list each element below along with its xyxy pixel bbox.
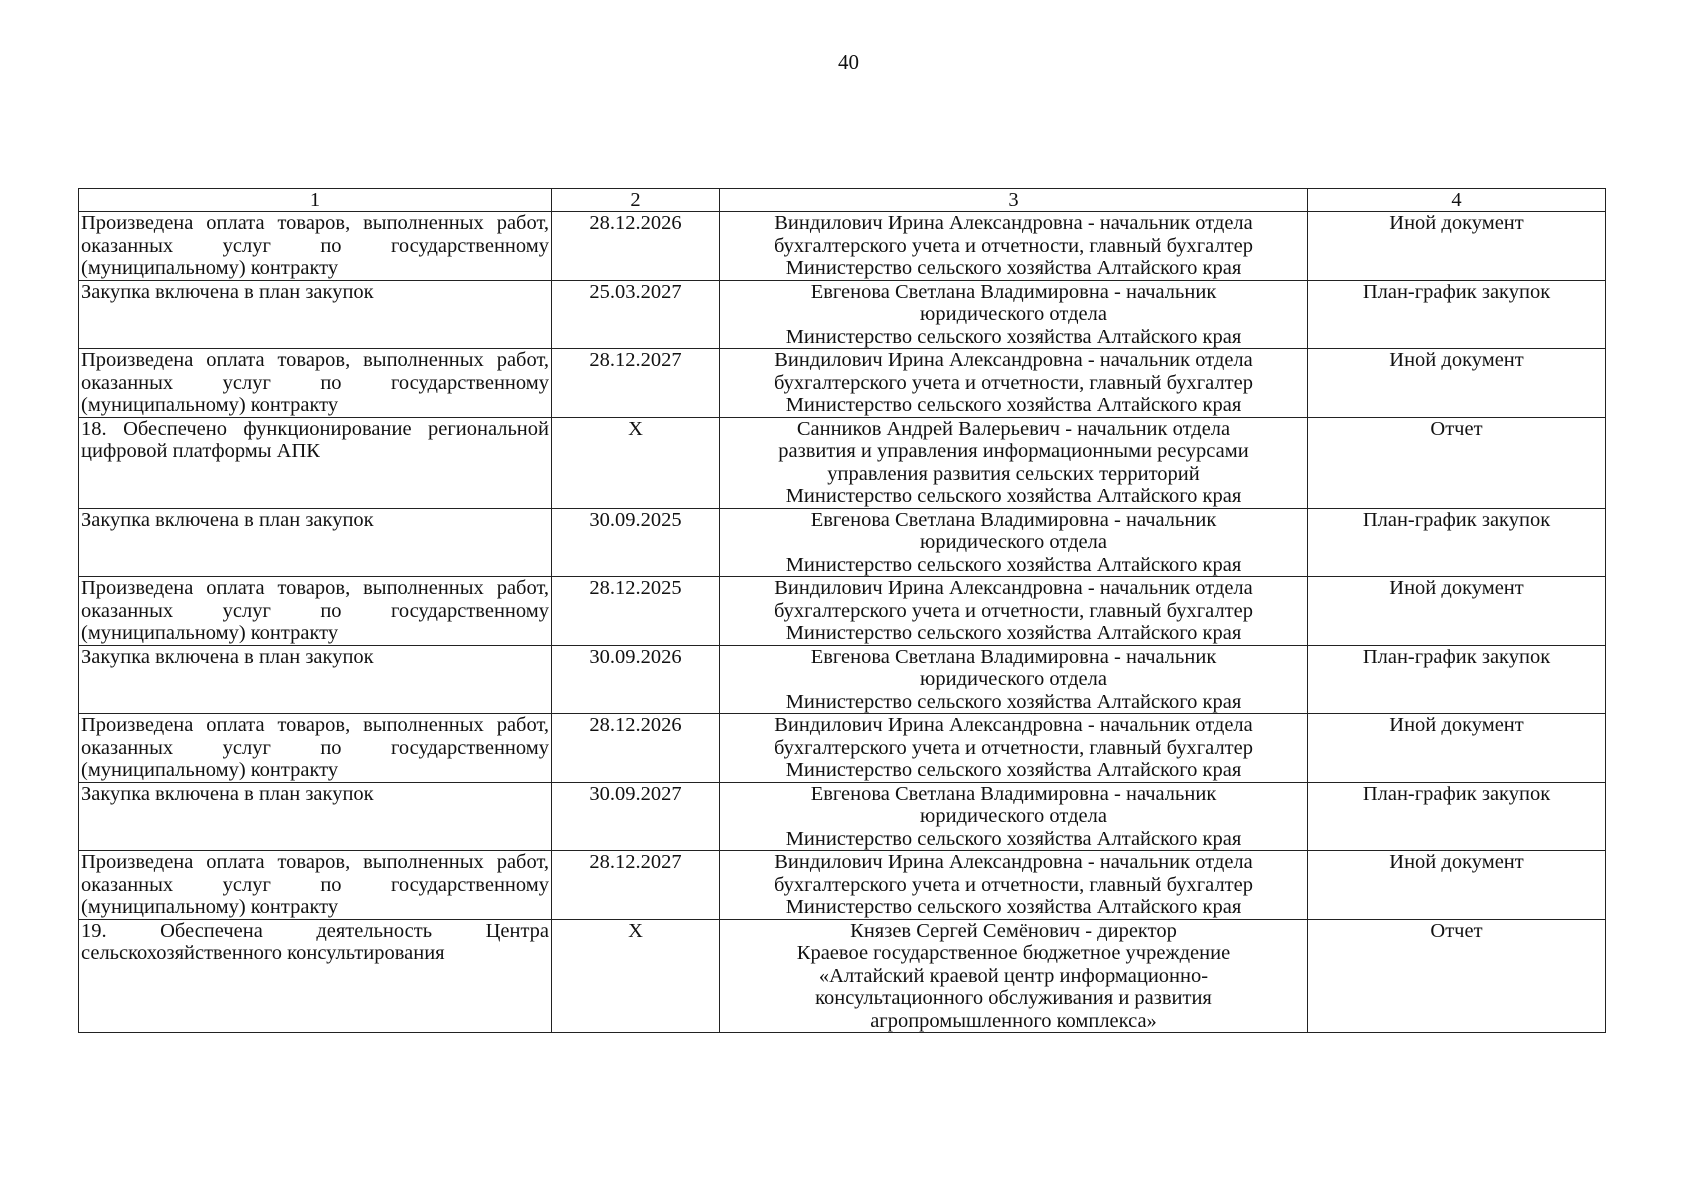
responsible-line: бухгалтерского учета и отчетности, главный бухгалтер bbox=[773, 371, 1253, 394]
event-cell: Произведена оплата товаров, выполненных работ, оказанных услуг по государственному (муниципальному) контракту bbox=[79, 714, 552, 783]
event-cell: Произведена оплата товаров, выполненных работ, оказанных услуг по государственному (муниципальному) контракту bbox=[79, 212, 552, 281]
column-number: 1 bbox=[79, 189, 552, 212]
event-cell: 18. Обеспечено функционирование региональной цифровой платформы АПК bbox=[79, 417, 552, 508]
table-row bbox=[79, 851, 1606, 920]
document-cell: Иной документ bbox=[1308, 349, 1606, 418]
table-row bbox=[79, 577, 1606, 646]
date-cell: 25.03.2027 bbox=[552, 280, 720, 349]
responsible-line: Министерство сельского хозяйства Алтайского края bbox=[785, 257, 1242, 279]
date-cell: 28.12.2026 bbox=[552, 212, 720, 281]
responsible-line: Виндилович Ирина Александровна - начальник отдела bbox=[774, 714, 1253, 736]
column-number: 4 bbox=[1308, 189, 1606, 212]
responsible-cell bbox=[720, 212, 1308, 281]
table-row bbox=[79, 919, 1606, 1033]
responsible-line: Евгенова Светлана Владимировна - начальник bbox=[810, 280, 1217, 303]
responsible-line: Министерство сельского хозяйства Алтайского края bbox=[785, 485, 1242, 507]
responsible-line: Евгенова Светлана Владимировна - начальник bbox=[810, 645, 1217, 668]
responsible-line: Князев Сергей Семёнович - директор bbox=[850, 919, 1177, 942]
table-row bbox=[79, 782, 1606, 851]
responsible-line: Виндилович Ирина Александровна - начальник отдела bbox=[774, 349, 1253, 371]
event-cell: Произведена оплата товаров, выполненных работ, оказанных услуг по государственному (муниципальному) контракту bbox=[79, 851, 552, 920]
responsible-line: Министерство сельского хозяйства Алтайского края bbox=[785, 896, 1242, 918]
date-cell: 28.12.2027 bbox=[552, 349, 720, 418]
event-cell: 19. Обеспечена деятельность Центра сельскохозяйственного консультирования bbox=[79, 919, 552, 1033]
responsible-line: Евгенова Светлана Владимировна - начальник bbox=[810, 508, 1217, 531]
responsible-cell bbox=[720, 919, 1308, 1033]
responsible-line: бухгалтерского учета и отчетности, главный бухгалтер bbox=[773, 873, 1253, 896]
date-cell: X bbox=[552, 919, 720, 1033]
table-row bbox=[79, 714, 1606, 783]
date-cell: X bbox=[552, 417, 720, 508]
responsible-line: Министерство сельского хозяйства Алтайского края bbox=[785, 827, 1242, 850]
document-cell: Отчет bbox=[1308, 417, 1606, 508]
table-row bbox=[79, 417, 1606, 508]
event-cell: Произведена оплата товаров, выполненных работ, оказанных услуг по государственному (муниципальному) контракту bbox=[79, 349, 552, 418]
responsible-line: Министерство сельского хозяйства Алтайского края bbox=[785, 394, 1242, 416]
responsible-cell bbox=[720, 577, 1308, 646]
document-cell: Иной документ bbox=[1308, 212, 1606, 281]
responsible-cell bbox=[720, 782, 1308, 851]
event-cell: Произведена оплата товаров, выполненных работ, оказанных услуг по государственному (муниципальному) контракту bbox=[79, 577, 552, 646]
responsible-line: развития и управления информационными ресурсами bbox=[778, 440, 1249, 462]
responsible-cell bbox=[720, 280, 1308, 349]
document-cell: План-график закупок bbox=[1308, 280, 1606, 349]
plan-table bbox=[78, 188, 1606, 1033]
responsible-line: Краевое государственное бюджетное учреждение bbox=[796, 942, 1231, 964]
responsible-line: Министерство сельского хозяйства Алтайского края bbox=[785, 622, 1242, 644]
responsible-cell bbox=[720, 417, 1308, 508]
table-row bbox=[79, 280, 1606, 349]
responsible-line: Виндилович Ирина Александровна - начальник отдела bbox=[774, 577, 1253, 599]
document-cell: Иной документ bbox=[1308, 851, 1606, 920]
responsible-line: юридического отдела bbox=[920, 805, 1107, 827]
responsible-line: управления развития сельских территорий bbox=[827, 462, 1200, 485]
table-row bbox=[79, 212, 1606, 281]
date-cell: 28.12.2025 bbox=[552, 577, 720, 646]
responsible-line: бухгалтерского учета и отчетности, главный бухгалтер bbox=[773, 736, 1253, 759]
document-cell: План-график закупок bbox=[1308, 508, 1606, 577]
document-cell: Иной документ bbox=[1308, 577, 1606, 646]
document-cell: План-график закупок bbox=[1308, 782, 1606, 851]
event-cell: Закупка включена в план закупок bbox=[79, 280, 552, 349]
date-cell: 28.12.2027 bbox=[552, 851, 720, 920]
date-cell: 30.09.2025 bbox=[552, 508, 720, 577]
responsible-line: «Алтайский краевой центр информационно- bbox=[818, 964, 1209, 987]
document-cell: Отчет bbox=[1308, 919, 1606, 1033]
date-cell: 30.09.2027 bbox=[552, 782, 720, 851]
responsible-line: Евгенова Светлана Владимировна - начальник bbox=[810, 782, 1217, 805]
responsible-line: Санников Андрей Валерьевич - начальник отдела bbox=[796, 417, 1231, 440]
responsible-line: юридического отдела bbox=[920, 668, 1107, 690]
table-row bbox=[79, 508, 1606, 577]
responsible-cell bbox=[720, 349, 1308, 418]
responsible-cell bbox=[720, 645, 1308, 714]
event-cell: Закупка включена в план закупок bbox=[79, 782, 552, 851]
responsible-line: юридического отдела bbox=[920, 531, 1107, 553]
column-number: 2 bbox=[552, 189, 720, 212]
column-number-row bbox=[79, 189, 1606, 212]
responsible-line: бухгалтерского учета и отчетности, главный бухгалтер bbox=[773, 234, 1253, 257]
table-row bbox=[79, 645, 1606, 714]
document-cell: План-график закупок bbox=[1308, 645, 1606, 714]
table-row bbox=[79, 349, 1606, 418]
responsible-line: Министерство сельского хозяйства Алтайского края bbox=[785, 553, 1242, 576]
responsible-line: Министерство сельского хозяйства Алтайского края bbox=[785, 325, 1242, 348]
responsible-cell bbox=[720, 851, 1308, 920]
responsible-line: Виндилович Ирина Александровна - начальник отдела bbox=[774, 212, 1253, 234]
responsible-line: Министерство сельского хозяйства Алтайского края bbox=[785, 690, 1242, 713]
responsible-cell bbox=[720, 508, 1308, 577]
document-cell: Иной документ bbox=[1308, 714, 1606, 783]
responsible-line: Виндилович Ирина Александровна - начальник отдела bbox=[774, 851, 1253, 873]
responsible-line: агропромышленного комплекса» bbox=[870, 1009, 1157, 1032]
responsible-cell bbox=[720, 714, 1308, 783]
event-cell: Закупка включена в план закупок bbox=[79, 508, 552, 577]
column-number: 3 bbox=[720, 189, 1308, 212]
responsible-line: консультационного обслуживания и развития bbox=[815, 987, 1212, 1009]
responsible-line: бухгалтерского учета и отчетности, главный бухгалтер bbox=[773, 599, 1253, 622]
date-cell: 30.09.2026 bbox=[552, 645, 720, 714]
date-cell: 28.12.2026 bbox=[552, 714, 720, 783]
event-cell: Закупка включена в план закупок bbox=[79, 645, 552, 714]
page-number: 40 bbox=[838, 50, 859, 74]
responsible-line: Министерство сельского хозяйства Алтайского края bbox=[785, 759, 1242, 781]
responsible-line: юридического отдела bbox=[920, 303, 1107, 325]
